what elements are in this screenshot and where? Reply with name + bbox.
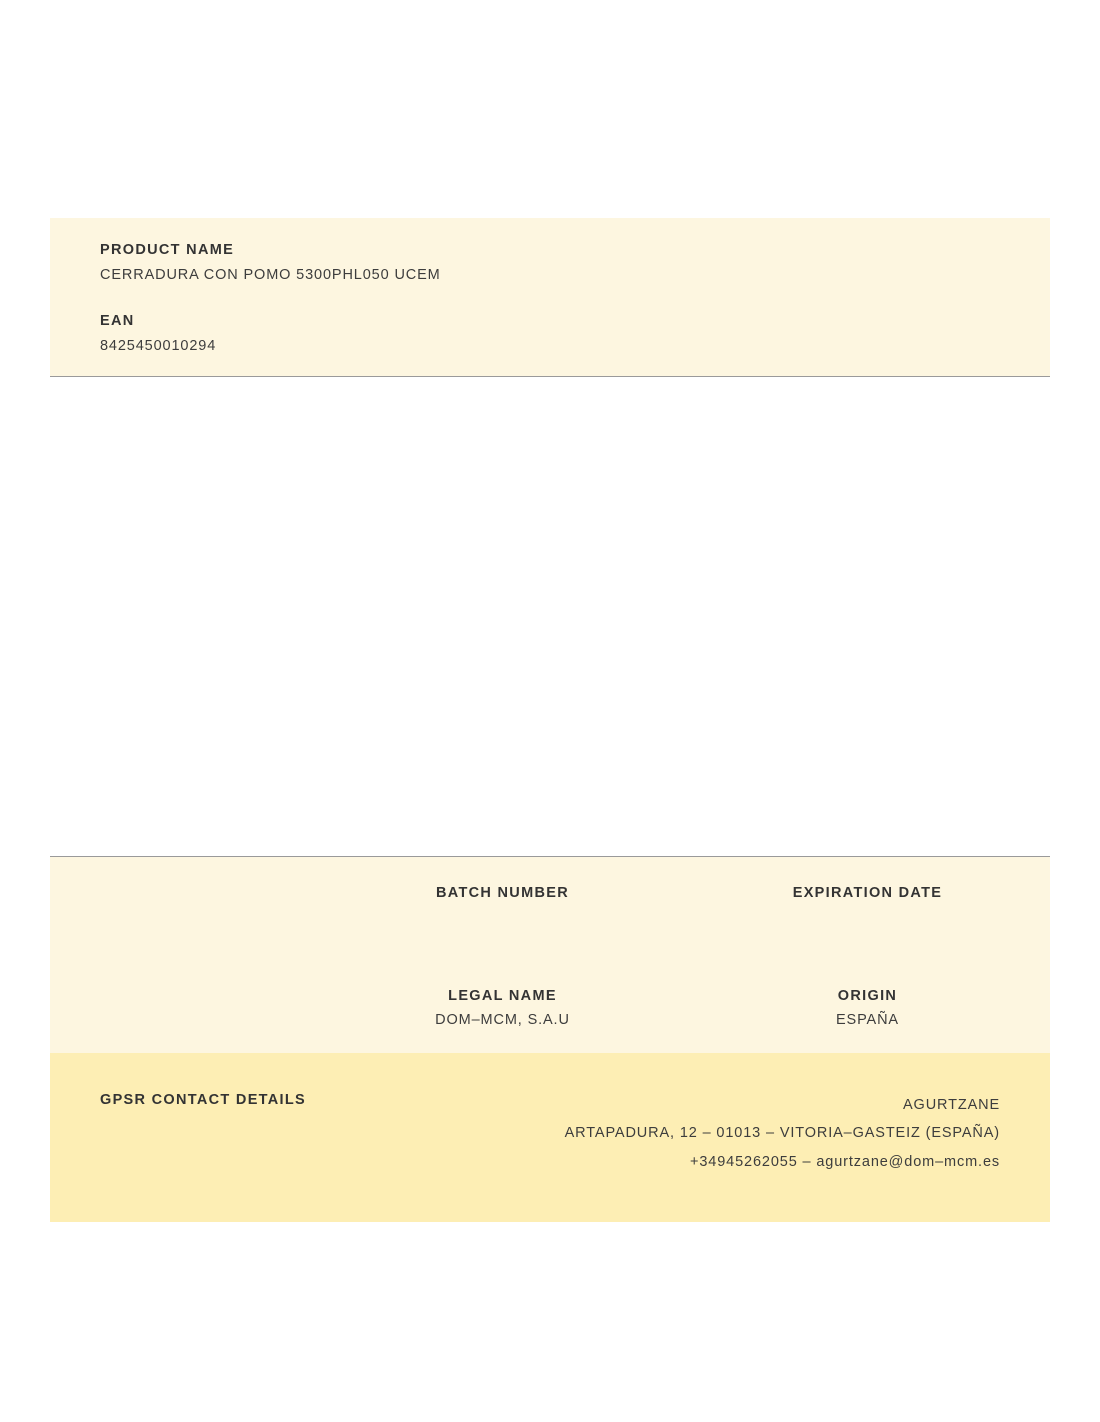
expiration-date-value	[685, 909, 1050, 926]
product-name-value: CERRADURA CON POMO 5300PHL050 UCEM	[100, 267, 441, 283]
batch-number-label: BATCH NUMBER	[436, 885, 569, 901]
product-info-inner	[50, 242, 1050, 354]
origin-label: ORIGIN	[837, 988, 898, 1004]
gpsr-contact-address: ARTAPADURA, 12 – 01013 – VITORIA–GASTEIZ (ESPAÑA)	[564, 1125, 1000, 1142]
batch-number-field	[320, 885, 685, 926]
gpsr-contact-lines	[565, 1091, 1000, 1176]
product-info-section	[50, 218, 1050, 377]
blank-content-area	[50, 392, 1050, 856]
gpsr-contact-name: AGURTZANE	[903, 1097, 1000, 1113]
product-name-label: PRODUCT NAME	[100, 242, 235, 258]
meta-row-legal	[50, 988, 1050, 1029]
origin-value: ESPAÑA	[836, 1012, 899, 1028]
expiration-date-field	[685, 885, 1050, 926]
legal-name-label: LEGAL NAME	[448, 988, 557, 1004]
gpsr-contact-phone-email: +34945262055 – agurtzane@dom–mcm.es	[690, 1153, 1000, 1170]
legal-name-value: DOM–MCM, S.A.U	[435, 1012, 570, 1028]
product-meta-section	[50, 856, 1050, 1056]
gpsr-contact-section	[50, 1053, 1050, 1222]
ean-label: EAN	[100, 313, 135, 329]
batch-number-value	[320, 909, 685, 926]
origin-field	[685, 988, 1050, 1029]
expiration-date-label: EXPIRATION DATE	[792, 885, 943, 901]
ean-value: 8425450010294	[100, 338, 217, 354]
gpsr-contact-title: GPSR CONTACT DETAILS	[100, 1092, 307, 1108]
legal-name-field	[320, 988, 685, 1029]
meta-row-batch	[50, 885, 1050, 926]
meta-spacer-left	[50, 885, 320, 926]
field-spacer	[100, 283, 1000, 313]
meta-spacer-left-2	[50, 988, 320, 1029]
